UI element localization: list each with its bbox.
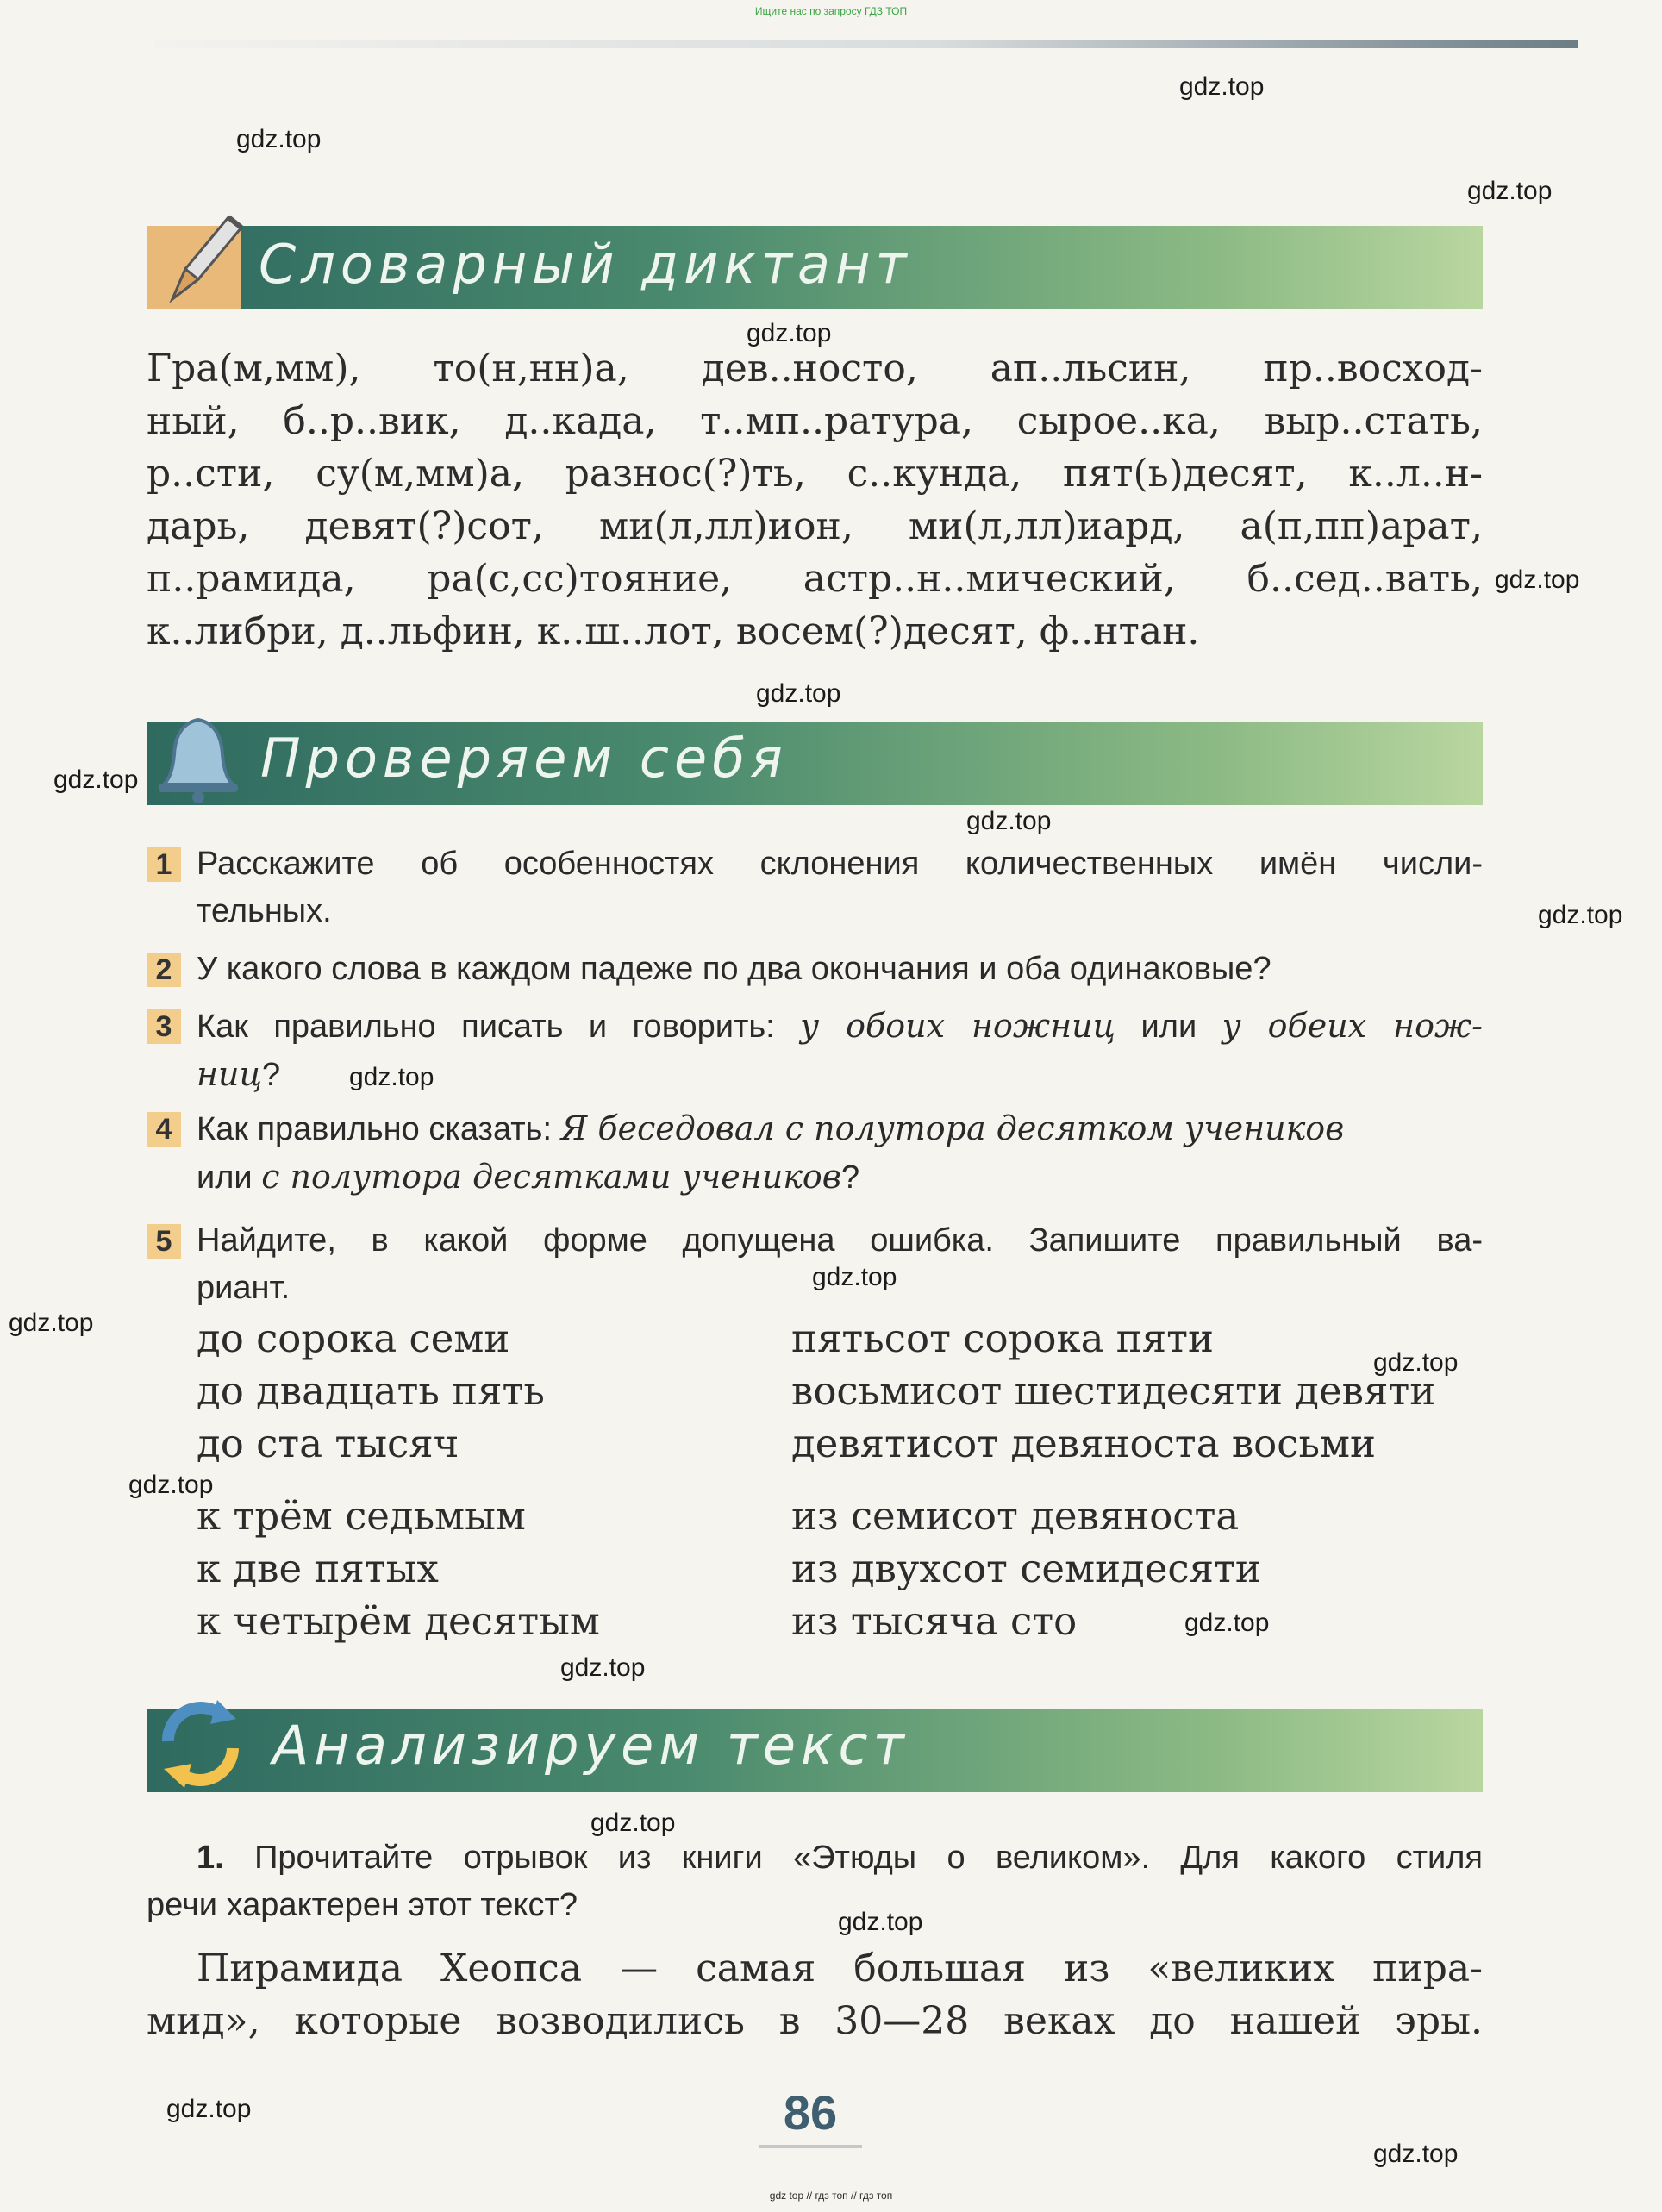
analyze-task xyxy=(147,1834,1483,1929)
analyze-paragraph xyxy=(147,1942,1483,2047)
pencil-icon xyxy=(147,200,250,312)
watermark: gdz.top xyxy=(756,679,841,708)
watermark: gdz.top xyxy=(747,319,832,347)
exercise-right-item: девятисот девяноста восьми xyxy=(791,1421,1376,1466)
watermark: gdz.top xyxy=(966,807,1052,835)
top-rule xyxy=(155,40,1578,48)
watermark: gdz.top xyxy=(166,2095,252,2123)
dictation-line: ный, б..р..вик, д..када, т..мп..ратура, сырое..ка, выр..стать, xyxy=(147,399,1483,443)
dictation-text xyxy=(147,342,1483,658)
question-line: риант. xyxy=(197,1270,291,1306)
question-fragment: ? xyxy=(840,1159,860,1196)
watermark: gdz.top xyxy=(1495,565,1580,594)
question-example: у обоих ножниц xyxy=(800,1007,1116,1045)
task-text: Прочитайте отрывок из книги «Этюды о великом». Для какого стиля xyxy=(254,1840,1483,1876)
watermark: gdz.top xyxy=(236,125,322,153)
exercise-right-item: из семисот девяноста xyxy=(791,1493,1240,1539)
question-example: с полутора десятками учеников xyxy=(261,1158,841,1196)
question-fragment: Как правильно сказать: xyxy=(197,1111,561,1147)
question-number: 4 xyxy=(147,1112,181,1147)
exercise-left-item: к две пятых xyxy=(197,1546,439,1591)
section-title-dictation: Словарный диктант xyxy=(259,233,912,296)
section-title-check: Проверяем себя xyxy=(260,727,788,790)
bell-icon xyxy=(147,703,250,806)
watermark: gdz.top xyxy=(812,1263,897,1291)
exercise-left-item: к трём седьмым xyxy=(197,1493,526,1539)
page-number-rule xyxy=(759,2145,862,2148)
question-fragment: или xyxy=(197,1159,262,1196)
question-fragment: или xyxy=(1115,1009,1222,1045)
question-line: Расскажите об особенностях склонения количественных имён числи- xyxy=(197,846,1483,882)
watermark: gdz.top xyxy=(1179,72,1265,101)
question-number: 3 xyxy=(147,1009,181,1044)
watermark: gdz.top xyxy=(1184,1609,1270,1637)
watermark: gdz.top xyxy=(838,1908,923,1936)
dictation-line: р..сти, су(м,мм)а, разнос(?)ть, с..кунда, пят(ь)десят, к..л..н- xyxy=(147,452,1483,496)
exercise-left-item: к четырём десятым xyxy=(197,1598,600,1644)
question-example: у обеих нож- xyxy=(1222,1007,1483,1045)
question-number: 2 xyxy=(147,953,181,987)
recycle-arrows-icon xyxy=(147,1690,254,1797)
watermark: gdz.top xyxy=(1373,1348,1459,1377)
bottom-banner: gdz top // гдз топ // гдз топ xyxy=(769,2190,893,2202)
watermark: gdz.top xyxy=(1373,2140,1459,2168)
exercise-right-item: пятьсот сорока пяти xyxy=(791,1315,1214,1361)
question-number: 5 xyxy=(147,1224,181,1259)
watermark: gdz.top xyxy=(349,1063,434,1091)
page-number: 86 xyxy=(783,2085,838,2140)
question-number: 1 xyxy=(147,847,181,882)
question-example: Я беседовал с полутора десятком учеников xyxy=(560,1109,1345,1147)
watermark: gdz.top xyxy=(560,1653,646,1682)
exercise-right-item: восьмисот шестидесяти девяти xyxy=(791,1368,1436,1414)
dictation-line: п..рамида, ра(с,сс)тояние, астр..н..мический, б..сед..вать, xyxy=(147,557,1483,601)
top-banner: Ищите нас по запросу ГДЗ ТОП xyxy=(754,5,908,17)
pencil-icon-box xyxy=(147,226,241,309)
watermark: gdz.top xyxy=(128,1471,214,1499)
watermark: gdz.top xyxy=(1538,901,1623,929)
exercise-left-item: до сорока семи xyxy=(197,1315,510,1361)
question-fragment: ? xyxy=(262,1057,281,1093)
question-text xyxy=(197,840,1483,935)
section-title-analyze: Анализируем текст xyxy=(272,1714,909,1777)
dictation-line: Гра(м,мм), то(н,нн)а, дев..носто, ап..льсин, пр..восход- xyxy=(147,347,1483,391)
question-line: тельных. xyxy=(197,893,332,929)
watermark: gdz.top xyxy=(9,1309,94,1337)
paragraph-line: Пирамида Хеопса — самая большая из «великих пира- xyxy=(197,1946,1483,1990)
watermark: gdz.top xyxy=(590,1809,676,1837)
exercise-right-item: из двухсот семидесяти xyxy=(791,1546,1261,1591)
question-example: ниц xyxy=(197,1055,263,1093)
watermark: gdz.top xyxy=(53,765,139,794)
dictation-line: дарь, девят(?)сот, ми(л,лл)ион, ми(л,лл)иард, а(п,пп)арат, xyxy=(147,504,1483,548)
exercise-right-item: из тысяча сто xyxy=(791,1598,1078,1644)
dictation-line: к..либри, д..льфин, к..ш..лот, восем(?)десят, ф..нтан. xyxy=(147,609,1200,653)
watermark: gdz.top xyxy=(1467,177,1553,205)
task-number: 1. xyxy=(197,1840,224,1876)
question-text xyxy=(197,1105,1483,1202)
paragraph-line: мид», которые возводились в 30—28 веках до нашей эры. xyxy=(147,1999,1483,2043)
question-text: У какого слова в каждом падеже по два окончания и оба одинаковые? xyxy=(197,951,1271,987)
task-text: речи характерен этот текст? xyxy=(147,1887,578,1923)
exercise-left-item: до двадцать пять xyxy=(197,1368,545,1414)
exercise-left-item: до ста тысяч xyxy=(197,1421,459,1466)
question-fragment: Как правильно писать и говорить: xyxy=(197,1009,801,1045)
question-line: Найдите, в какой форме допущена ошибка. Запишите правильный ва- xyxy=(197,1222,1483,1259)
